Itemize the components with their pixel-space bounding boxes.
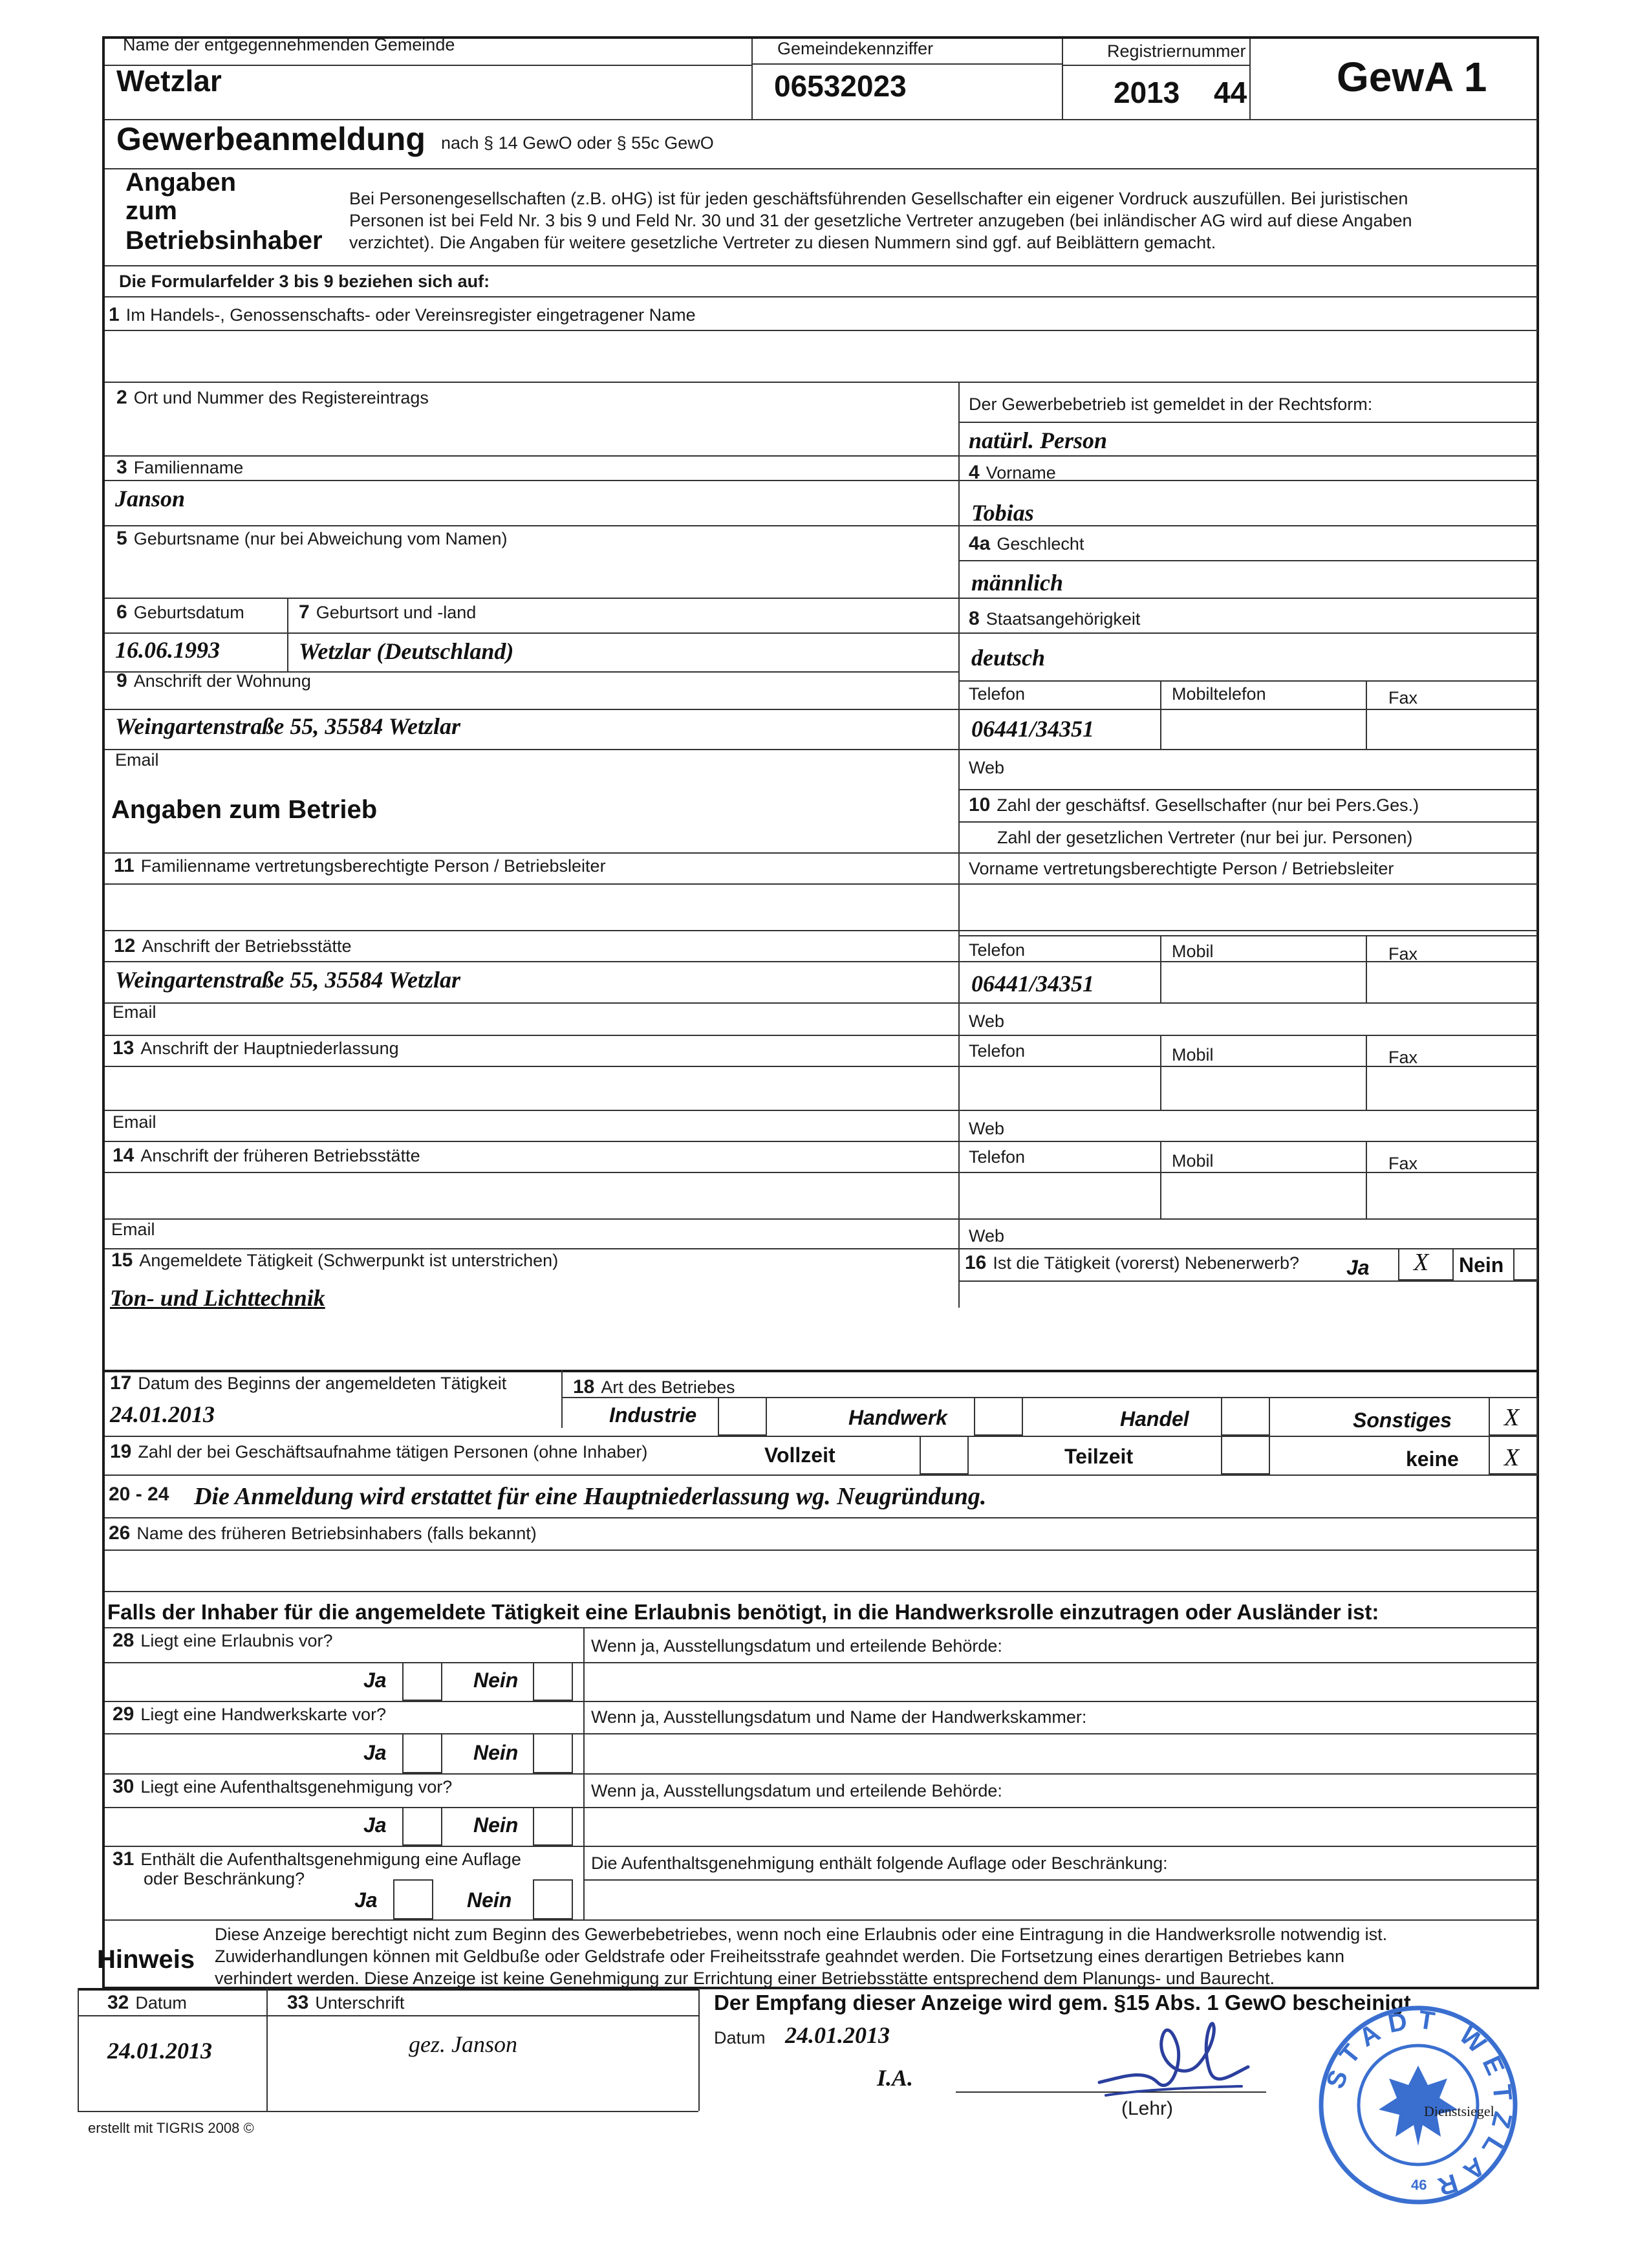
f9-telefon-value: 06441/34351 <box>971 716 1095 742</box>
teilzeit-label: Teilzeit <box>1064 1445 1134 1468</box>
field-28-label: 28 Liegt eine Erlaubnis vor? <box>113 1630 333 1651</box>
f16-nein-checkbox[interactable] <box>1513 1248 1538 1280</box>
teilzeit-checkbox[interactable] <box>1221 1436 1270 1474</box>
sonstiges-mark: X <box>1504 1404 1520 1431</box>
field-13-label: 13 Anschrift der Hauptniederlassung <box>113 1037 399 1059</box>
field-17-value: 24.01.2013 <box>110 1401 215 1427</box>
empfang-text: Der Empfang dieser Anzeige wird gem. §15 Abs. 1 GewO bescheinigt. <box>714 1991 1417 2014</box>
handel-label: Handel <box>1120 1407 1189 1431</box>
signature-graphic <box>1086 2005 1255 2108</box>
stamp-number: 46 <box>1411 2177 1427 2193</box>
f12-web-label: Web <box>969 1011 1005 1031</box>
f28-nein-label: Nein <box>473 1669 519 1692</box>
form-code: GewA 1 <box>1337 54 1487 100</box>
f30-ja-label: Ja <box>363 1813 387 1837</box>
f16-ja-mark: X <box>1414 1249 1429 1276</box>
handwerk-checkbox[interactable] <box>974 1397 1023 1436</box>
industrie-checkbox[interactable] <box>718 1397 767 1436</box>
kennziffer-value: 06532023 <box>774 69 907 103</box>
field-29-right: Wenn ja, Ausstellungsdatum und Name der Handwerkskammer: <box>591 1707 1087 1727</box>
f13-fax-label: Fax <box>1388 1048 1418 1067</box>
f14-email-label: Email <box>111 1220 155 1239</box>
f13-telefon-label: Telefon <box>969 1041 1026 1061</box>
f29-nein-checkbox[interactable] <box>533 1733 573 1773</box>
f14-telefon-label: Telefon <box>969 1147 1026 1167</box>
f29-ja-checkbox[interactable] <box>402 1733 442 1773</box>
register-year: 2013 <box>1114 76 1180 109</box>
field-16-label: 16 Ist die Tätigkeit (vorerst) Nebenerwerb? <box>965 1252 1300 1273</box>
field-33-label: 33 Unterschrift <box>287 1992 405 2013</box>
hinweis-text-2: Zuwiderhandlungen können mit Geldbuße oder Geldstrafe oder Freiheitsstrafe geahndet werden. Die Fortsetzung eines derartigen Betriebes kann <box>215 1947 1345 1966</box>
field-32-value: 24.01.2013 <box>107 2038 212 2064</box>
f9-email-label: Email <box>115 750 159 770</box>
f12-fax-label: Fax <box>1388 944 1418 964</box>
credit: erstellt mit TIGRIS 2008 © <box>88 2120 254 2136</box>
fields-note: Die Formularfelder 3 bis 9 beziehen sich auf: <box>119 272 490 291</box>
field-17-label: 17 Datum des Beginns der angemeldeten Tätigkeit <box>110 1372 507 1394</box>
field-4a-value: männlich <box>971 570 1064 596</box>
field-20-num: 20 - 24 <box>109 1484 169 1505</box>
form-title: Gewerbeanmeldung <box>116 121 426 157</box>
stamp-seal <box>1314 2001 1522 2209</box>
f16-ja-label: Ja <box>1346 1256 1370 1279</box>
f29-ja-label: Ja <box>363 1741 387 1764</box>
register-no: 44 <box>1214 76 1247 109</box>
field-3-value: Janson <box>115 486 186 512</box>
f30-ja-checkbox[interactable] <box>402 1807 442 1846</box>
f12-email-label: Email <box>113 1002 156 1022</box>
f12-telefon-label: Telefon <box>969 940 1026 960</box>
form-sheet <box>97 35 1539 1989</box>
f29-nein-label: Nein <box>473 1741 519 1764</box>
field-6-value: 16.06.1993 <box>115 637 220 663</box>
field-18-label: 18 Art des Betriebes <box>573 1376 735 1398</box>
f28-ja-checkbox[interactable] <box>402 1662 442 1701</box>
field-1-label: 1 Im Handels-, Genossenschafts- oder Vereinsregister eingetragener Name <box>109 304 696 325</box>
f31-ja-checkbox[interactable] <box>393 1879 433 1919</box>
intro-heading-2: zum <box>125 197 177 225</box>
handwerk-label: Handwerk <box>848 1406 947 1429</box>
field-31-label-2: oder Beschränkung? <box>144 1869 305 1888</box>
f12-telefon-value: 06441/34351 <box>971 971 1095 997</box>
form-subtitle: nach § 14 GewO oder § 55c GewO <box>441 133 714 153</box>
field-3-label: 3 Familienname <box>116 457 244 478</box>
f13-web-label: Web <box>969 1119 1005 1138</box>
f30-nein-label: Nein <box>473 1813 519 1837</box>
field-10b-label: Zahl der gesetzlichen Vertreter (nur bei jur. Personen) <box>997 828 1413 847</box>
field-19-label: 19 Zahl der bei Geschäftsaufnahme tätigen Personen (ohne Inhaber) <box>110 1441 648 1462</box>
field-11b-label: Vorname vertretungsberechtigte Person / Betriebsleiter <box>969 859 1394 878</box>
ia-label: I.A. <box>877 2065 914 2091</box>
vollzeit-checkbox[interactable] <box>920 1436 969 1474</box>
field-12-label: 12 Anschrift der Betriebsstätte <box>114 935 352 956</box>
field-4-label: 4 Vorname <box>969 462 1056 483</box>
f12-mobil-label: Mobil <box>1172 942 1214 961</box>
hinweis-label: Hinweis <box>97 1945 195 1974</box>
f14-web-label: Web <box>969 1226 1005 1246</box>
field-6-label: 6 Geburtsdatum <box>116 601 244 623</box>
hinweis-text-3: verhindert werden. Diese Anzeige ist keine Genehmigung zur Errichtung einer Betriebsstätte entsprechend dem Planungs- und Baurecht. <box>215 1969 1275 1988</box>
sonstiges-label: Sonstiges <box>1353 1409 1452 1432</box>
empfang-datum-label: Datum <box>714 2028 766 2047</box>
field-10-label: 10 Zahl der geschäftsf. Gesellschafter (nur bei Pers.Ges.) <box>969 794 1419 815</box>
field-26-label: 26 Name des früheren Betriebsinhabers (falls bekannt) <box>109 1522 537 1544</box>
intro-text-3: verzichtet). Die Angaben für weitere gesetzliche Vertreter zu diesen Nummern sind ggf. auf Beiblättern gemacht. <box>349 233 1216 252</box>
field-2-label: 2 Ort und Nummer des Registereintrags <box>116 387 429 408</box>
vollzeit-label: Vollzeit <box>764 1443 835 1467</box>
field-4-value: Tobias <box>971 500 1034 526</box>
industrie-label: Industrie <box>609 1403 697 1427</box>
empfang-datum-value: 24.01.2013 <box>785 2022 890 2048</box>
intro-heading-3: Betriebsinhaber <box>125 226 323 255</box>
intro-heading-1: Angaben <box>125 168 237 197</box>
f30-nein-checkbox[interactable] <box>533 1807 573 1846</box>
hinweis-text-1: Diese Anzeige berechtigt nicht zum Beginn des Gewerbebetriebes, wenn noch eine Erlaubnis oder eine Eintragung in die Handwerksrolle notwendig ist. <box>215 1925 1388 1944</box>
rechtsform-value: natürl. Person <box>969 427 1108 453</box>
keine-mark: X <box>1504 1444 1520 1471</box>
f14-mobil-label: Mobil <box>1172 1151 1214 1171</box>
field-9-value: Weingartenstraße 55, 35584 Wetzlar <box>115 713 461 739</box>
stamp-ring-text: STADT WETZLAR <box>1320 2005 1518 2204</box>
field-28-right: Wenn ja, Ausstellungsdatum und erteilende Behörde: <box>591 1636 1002 1656</box>
handel-checkbox[interactable] <box>1221 1397 1270 1436</box>
intro-text-1: Bei Personengesellschaften (z.B. oHG) ist für jeden geschäftsführenden Gesellschafter ein eigener Vordruck auszufüllen. Bei juristischen <box>349 189 1408 208</box>
f9-telefon-label: Telefon <box>969 684 1026 704</box>
f31-nein-label: Nein <box>467 1888 512 1912</box>
f31-nein-checkbox[interactable] <box>533 1879 573 1919</box>
field-20-value: Die Anmeldung wird erstattet für eine Hauptniederlassung wg. Neugründung. <box>194 1483 987 1510</box>
field-14-label: 14 Anschrift der früheren Betriebsstätte <box>113 1145 420 1166</box>
f13-mobil-label: Mobil <box>1172 1045 1214 1064</box>
f9-mobiltelefon-label: Mobiltelefon <box>1172 684 1266 704</box>
field-8-value: deutsch <box>971 645 1046 671</box>
stamp-inner-text: Dienstsiegel <box>1424 2103 1494 2119</box>
field-12-value: Weingartenstraße 55, 35584 Wetzlar <box>115 967 461 993</box>
keine-label: keine <box>1406 1447 1459 1471</box>
field-31-right: Die Aufenthaltsgenehmigung enthält folgende Auflage oder Beschränkung: <box>591 1853 1168 1873</box>
f9-fax-label: Fax <box>1388 688 1418 707</box>
betrieb-heading: Angaben zum Betrieb <box>111 795 378 824</box>
field-5-label: 5 Geburtsname (nur bei Abweichung vom Namen) <box>116 528 508 549</box>
field-7-label: 7 Geburtsort und -land <box>299 601 477 623</box>
field-31-label-1: 31 Enthält die Aufenthaltsgenehmigung eine Auflage <box>113 1848 521 1870</box>
erlaubnis-heading: Falls der Inhaber für die angemeldete Tätigkeit eine Erlaubnis benötigt, in die Handwerksrolle einzutragen oder Ausländer ist: <box>107 1600 1379 1624</box>
field-30-label: 30 Liegt eine Aufenthaltsgenehmigung vor? <box>113 1776 453 1797</box>
field-29-label: 29 Liegt eine Handwerkskarte vor? <box>113 1703 387 1725</box>
field-11-label: 11 Familienname vertretungsberechtigte Person / Betriebsleiter <box>114 855 606 876</box>
field-7-value: Wetzlar (Deutschland) <box>299 638 514 664</box>
register-label: Registriernummer <box>1107 41 1246 61</box>
gemeinde-label: Name der entgegennehmenden Gemeinde <box>123 35 455 54</box>
f28-ja-label: Ja <box>363 1669 387 1692</box>
lehr-label: (Lehr) <box>1121 2098 1174 2119</box>
field-4a-label: 4a Geschlecht <box>969 533 1084 554</box>
f13-email-label: Email <box>113 1112 156 1132</box>
field-15-label: 15 Angemeldete Tätigkeit (Schwerpunkt ist unterstrichen) <box>111 1249 559 1271</box>
kennziffer-label: Gemeindekennziffer <box>777 39 934 58</box>
f31-ja-label: Ja <box>354 1888 378 1912</box>
field-30-right: Wenn ja, Ausstellungsdatum und erteilende Behörde: <box>591 1781 1002 1800</box>
field-8-label: 8 Staatsangehörigkeit <box>969 608 1141 629</box>
intro-text-2: Personen ist bei Feld Nr. 3 bis 9 und Feld Nr. 30 und 31 der gesetzliche Vertreter anzugeben (bei inländischer AG wird auf diese Angaben <box>349 211 1412 230</box>
f16-nein-label: Nein <box>1459 1253 1504 1277</box>
field-33-value: gez. Janson <box>409 2031 517 2057</box>
f9-web-label: Web <box>969 758 1005 777</box>
f28-nein-checkbox[interactable] <box>533 1662 573 1701</box>
f14-fax-label: Fax <box>1388 1154 1418 1173</box>
rechtsform-label: Der Gewerbebetrieb ist gemeldet in der Rechtsform: <box>969 394 1373 414</box>
gemeinde-value: Wetzlar <box>116 64 222 98</box>
field-32-label: 32 Datum <box>107 1992 187 2013</box>
field-9-label: 9 Anschrift der Wohnung <box>116 670 311 691</box>
field-15-value: Ton- und Lichttechnik <box>110 1285 325 1311</box>
